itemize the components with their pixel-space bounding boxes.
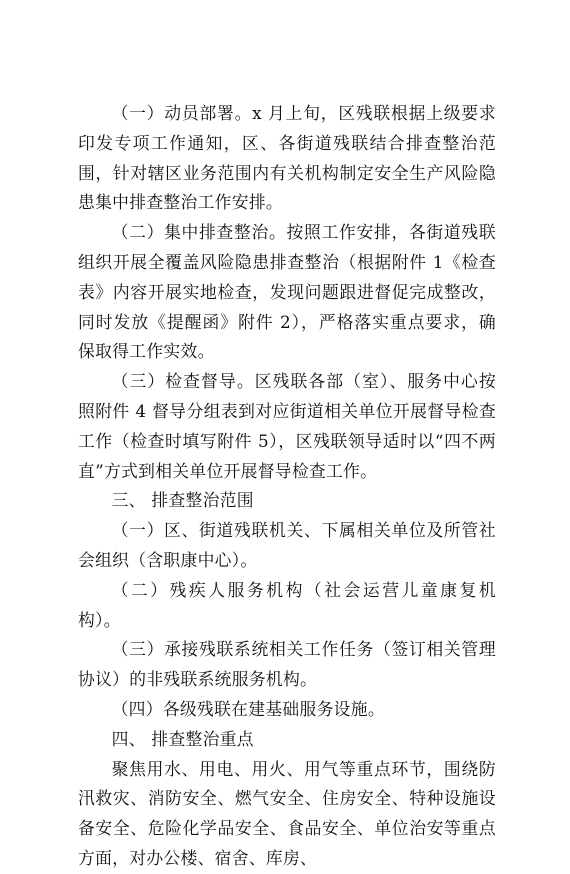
scope-item-4: （四）各级残联在建基础服务设施。 [111,698,385,719]
paragraph-mobilization: （一）动员部署。x 月上旬，区残联根据上级要求印发专项工作通知，区、各街道残联结合排查整治范围，针对辖区业务范围内有关机构制定安全生产风险隐患集中排查整治工作安排。 [78,103,496,213]
section-heading-scope: 三、 排查整治范围 [111,490,254,511]
scope-item-2: （二）残疾人服务机构（社会运营儿童康复机构）。 [78,579,496,630]
document-page [78,99,496,874]
paragraph-centralized-inspection: （二）集中排查整治。按照工作安排，各街道残联组织开展全覆盖风险隐患排查整治（根据附件 1《检查表》内容开展实地检查，发现问题跟进督促完成整改，同时发放《提醒函》附件 2），严格落实重点要求，确保取得工作实效。 [78,222,496,362]
scope-item-1: （一）区、街道残联机关、下属相关单位及所管社会组织（含职康中心）。 [78,520,496,570]
paragraph-supervision: （三）检查督导。区残联各部（室）、服务中心按照附件 4 督导分组表到对应街道相关单位开展督导检查工作（检查时填写附件 5），区残联领导适时以“四不两直”方式到相关单位开展督导检查工作。 [78,371,496,481]
paragraph-focus: 聚焦用水、用电、用火、用气等重点环节，围绕防汛救灾、消防安全、燃气安全、住房安全、特种设施设备安全、危险化学品安全、食品安全、单位治安等重点方面，对办公楼、宿舍、库房、 [78,758,496,868]
scope-item-3: （三）承接残联系统相关工作任务（签订相关管理协议）的非残联系统服务机构。 [78,639,496,690]
section-heading-focus: 四、 排查整治重点 [111,728,254,749]
